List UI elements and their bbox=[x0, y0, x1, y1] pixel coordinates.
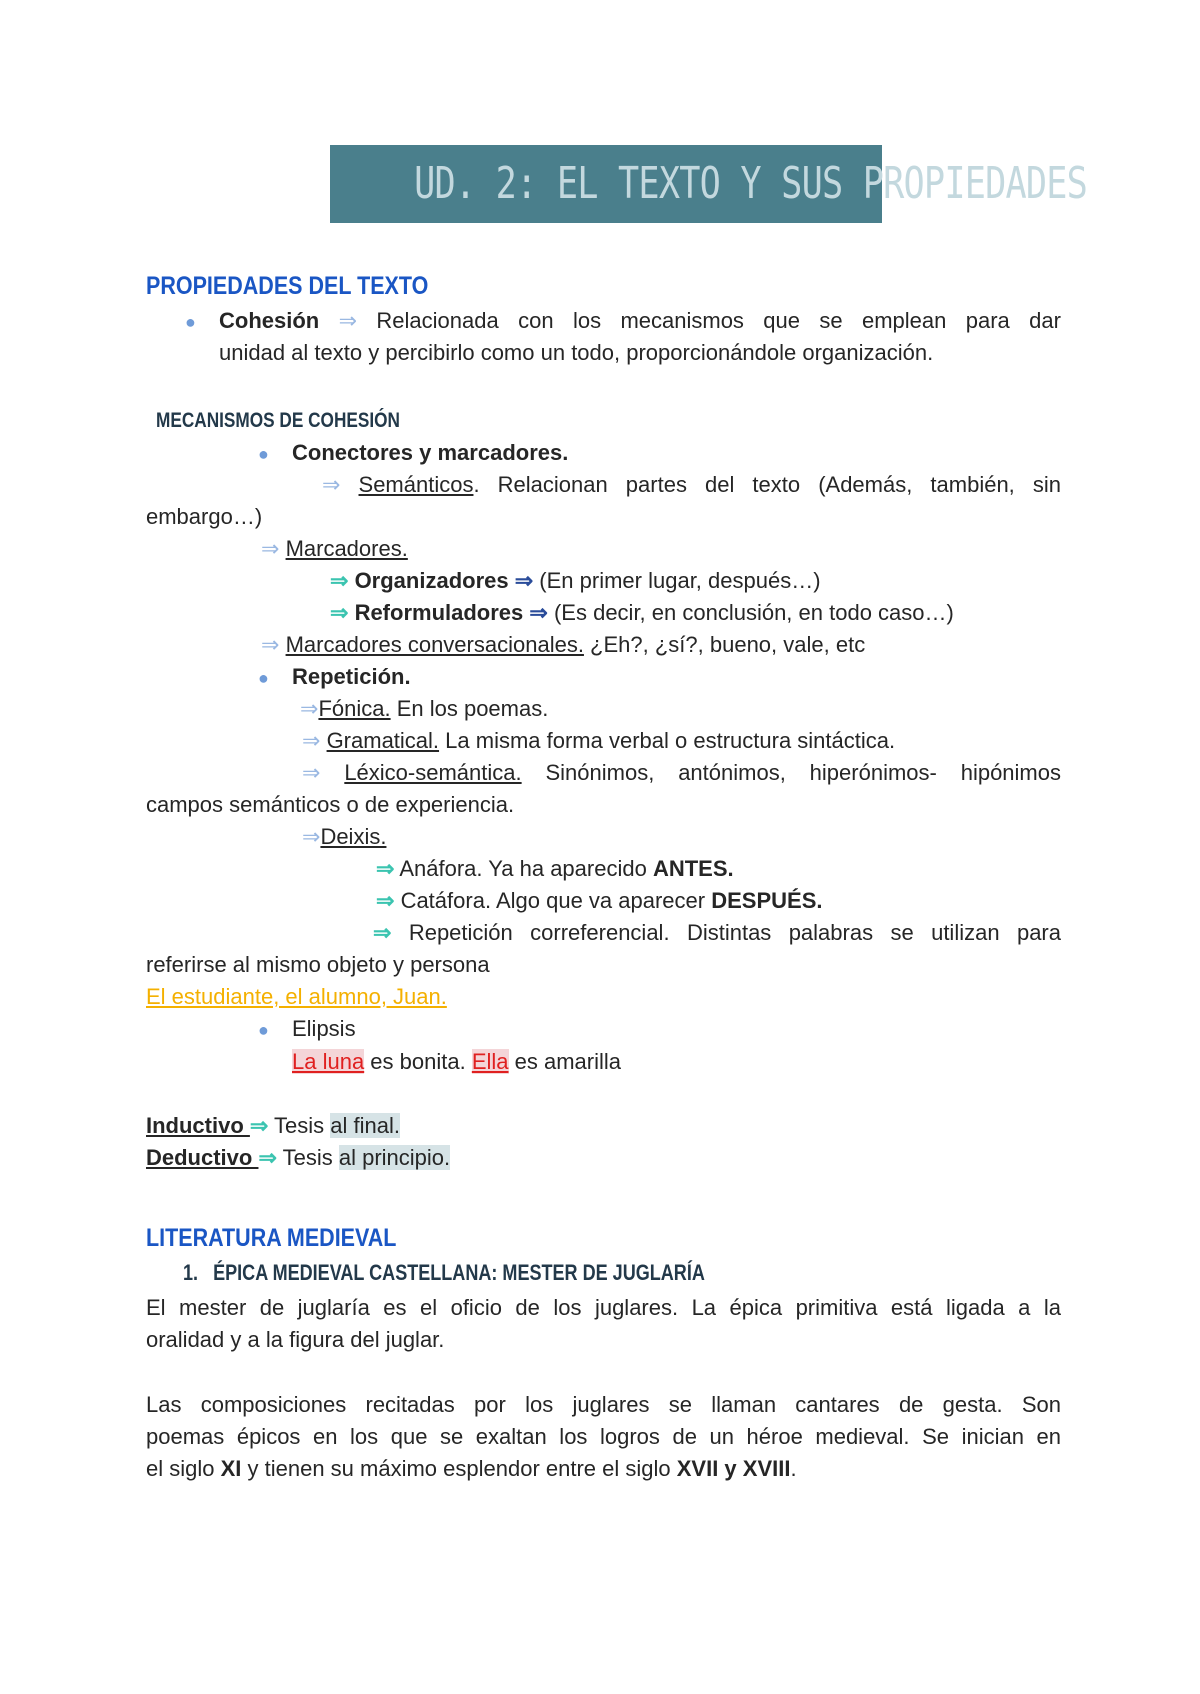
para1-line2: oralidad y a la figura del juglar. bbox=[146, 1327, 445, 1352]
bullet-icon: ● bbox=[185, 312, 196, 332]
title-banner bbox=[330, 145, 1088, 223]
arrow-icon: ⇒ bbox=[249, 1113, 269, 1138]
para2-line3-e: . bbox=[790, 1456, 797, 1481]
subheading-number: 1. bbox=[183, 1260, 199, 1285]
inductivo-pre: Tesis bbox=[268, 1113, 331, 1138]
organizadores-line bbox=[330, 565, 821, 597]
elipsis-label: Elipsis bbox=[292, 1016, 356, 1041]
conectores-label: Conectores y marcadores. bbox=[292, 440, 569, 465]
siglo-xi: XI bbox=[220, 1456, 242, 1481]
semanticos-line bbox=[322, 469, 1061, 501]
lexico-line bbox=[302, 757, 1061, 789]
elipsis-item bbox=[258, 1013, 356, 1046]
page-title: UD. 2: EL TEXTO Y SUS PROPIEDADES bbox=[414, 158, 1088, 209]
gramatical-text: La misma forma verbal o estructura sintáctica. bbox=[439, 728, 896, 753]
fonica-text: En los poemas. bbox=[390, 696, 549, 721]
arrow-icon: ⇒ bbox=[302, 824, 321, 849]
elipsis-red-2: Ella bbox=[471, 1049, 509, 1074]
arrow-icon: ⇒ bbox=[322, 472, 341, 497]
arrow-icon: ⇒ bbox=[529, 600, 548, 625]
bullet-icon: ● bbox=[258, 1020, 269, 1040]
lexico-cont: campos semánticos o de experiencia. bbox=[146, 792, 515, 817]
subheading-text: ÉPICA MEDIEVAL CASTELLANA: MESTER DE JUGLARÍA bbox=[213, 1260, 705, 1285]
deixis-line bbox=[302, 821, 386, 853]
correferencial-text: Repetición correferencial. Distintas palabras se utilizan para bbox=[408, 920, 1061, 945]
reformuladores-label: Reformuladores bbox=[354, 600, 524, 625]
repeticion-label: Repetición. bbox=[292, 664, 411, 689]
elipsis-end: es amarilla bbox=[508, 1049, 621, 1074]
bullet-icon: ● bbox=[258, 668, 269, 688]
semanticos-cont: embargo…) bbox=[146, 504, 263, 529]
conectores-item bbox=[258, 437, 568, 470]
para2-line3-c: y tienen su máximo esplendor entre el siglo bbox=[241, 1456, 677, 1481]
reformuladores-line bbox=[330, 597, 954, 629]
fonica-label: Fónica. bbox=[318, 696, 391, 721]
conversacionales-label: Marcadores conversacionales. bbox=[285, 632, 584, 657]
inductivo-label: Inductivo bbox=[146, 1113, 250, 1138]
anafora-bold: ANTES. bbox=[652, 856, 734, 881]
arrow-icon: ⇒ bbox=[330, 600, 349, 625]
arrow-icon: ⇒ bbox=[376, 856, 395, 881]
para2-line2: poemas épicos en los que se exaltan los logros de un héroe medieval. Se inician en bbox=[146, 1424, 1061, 1449]
marcadores-label: Marcadores. bbox=[285, 536, 408, 561]
gramatical-line bbox=[302, 725, 895, 757]
arrow-icon: ⇒ bbox=[376, 888, 395, 913]
marcadores-line bbox=[261, 533, 408, 565]
arrow-icon: ⇒ bbox=[300, 696, 319, 721]
bullet-icon: ● bbox=[258, 444, 269, 464]
arrow-icon: ⇒ bbox=[338, 308, 358, 333]
cohesion-text: Relacionada con los mecanismos que se emplean para dar bbox=[376, 308, 1061, 333]
lexico-text: Sinónimos, antónimos, hiperónimos- hipónimos bbox=[521, 760, 1061, 785]
anafora-text: Anáfora. Ya ha aparecido bbox=[399, 856, 653, 881]
para2-line3 bbox=[146, 1453, 797, 1485]
arrow-icon: ⇒ bbox=[258, 1145, 277, 1170]
example-orange bbox=[146, 981, 447, 1013]
gramatical-label: Gramatical. bbox=[326, 728, 440, 753]
siglo-xvii-xviii: XVII y XVIII bbox=[676, 1456, 791, 1481]
para2-line3-a: el siglo bbox=[146, 1456, 221, 1481]
subheading-epica bbox=[183, 1257, 705, 1289]
arrow-icon: ⇒ bbox=[302, 728, 321, 753]
lexico-label: Léxico-semántica. bbox=[344, 760, 522, 785]
arrow-icon: ⇒ bbox=[330, 568, 349, 593]
elipsis-red-1: La luna bbox=[292, 1049, 365, 1074]
semanticos-label: Semánticos bbox=[358, 472, 474, 497]
correferencial-line bbox=[373, 917, 1061, 949]
deductivo-line bbox=[146, 1142, 450, 1174]
arrow-icon: ⇒ bbox=[373, 920, 392, 945]
elipsis-example bbox=[292, 1046, 621, 1078]
semanticos-text: . Relacionan partes del texto (Además, también, sin bbox=[473, 472, 1061, 497]
organizadores-text: (En primer lugar, después…) bbox=[539, 568, 821, 593]
section-heading-propiedades: PROPIEDADES DEL TEXTO bbox=[146, 272, 429, 300]
para2-line1: Las composiciones recitadas por los juglares se llaman cantares de gesta. Son bbox=[146, 1392, 1061, 1417]
arrow-icon: ⇒ bbox=[261, 632, 280, 657]
cohesion-line-2: unidad al texto y percibirlo como un todo, proporcionándole organización. bbox=[219, 340, 934, 365]
para1-line1: El mester de juglaría es el oficio de los juglares. La épica primitiva está ligada a la bbox=[146, 1295, 1061, 1320]
inductivo-highlight: al final. bbox=[330, 1113, 400, 1138]
catafora-line bbox=[376, 885, 822, 917]
section-heading-literatura: LITERATURA MEDIEVAL bbox=[146, 1224, 397, 1252]
fonica-line bbox=[300, 693, 548, 725]
anafora-line bbox=[376, 853, 734, 885]
catafora-bold: DESPUÉS. bbox=[711, 888, 823, 913]
conversacionales-line bbox=[261, 629, 865, 661]
section-heading-mecanismos: MECANISMOS DE COHESIÓN bbox=[156, 409, 400, 432]
example-orange-text: El estudiante, el alumno, Juan. bbox=[146, 984, 447, 1009]
arrow-icon: ⇒ bbox=[261, 536, 280, 561]
deixis-label: Deixis. bbox=[320, 824, 387, 849]
repeticion-item bbox=[258, 661, 411, 694]
correferencial-cont: referirse al mismo objeto y persona bbox=[146, 952, 490, 977]
deductivo-pre: Tesis bbox=[276, 1145, 339, 1170]
deductivo-label: Deductivo bbox=[146, 1145, 259, 1170]
catafora-text: Catáfora. Algo que va aparecer bbox=[400, 888, 712, 913]
reformuladores-text: (Es decir, en conclusión, en todo caso…) bbox=[553, 600, 954, 625]
arrow-icon: ⇒ bbox=[514, 568, 534, 593]
deductivo-highlight: al principio. bbox=[338, 1145, 451, 1170]
arrow-icon: ⇒ bbox=[302, 760, 321, 785]
conversacionales-text: ¿Eh?, ¿sí?, bueno, vale, etc bbox=[583, 632, 866, 657]
cohesion-label: Cohesión bbox=[219, 308, 320, 333]
cohesion-line-1 bbox=[185, 305, 1061, 338]
inductivo-line bbox=[146, 1110, 400, 1142]
organizadores-label: Organizadores bbox=[354, 568, 509, 593]
elipsis-mid: es bonita. bbox=[364, 1049, 472, 1074]
